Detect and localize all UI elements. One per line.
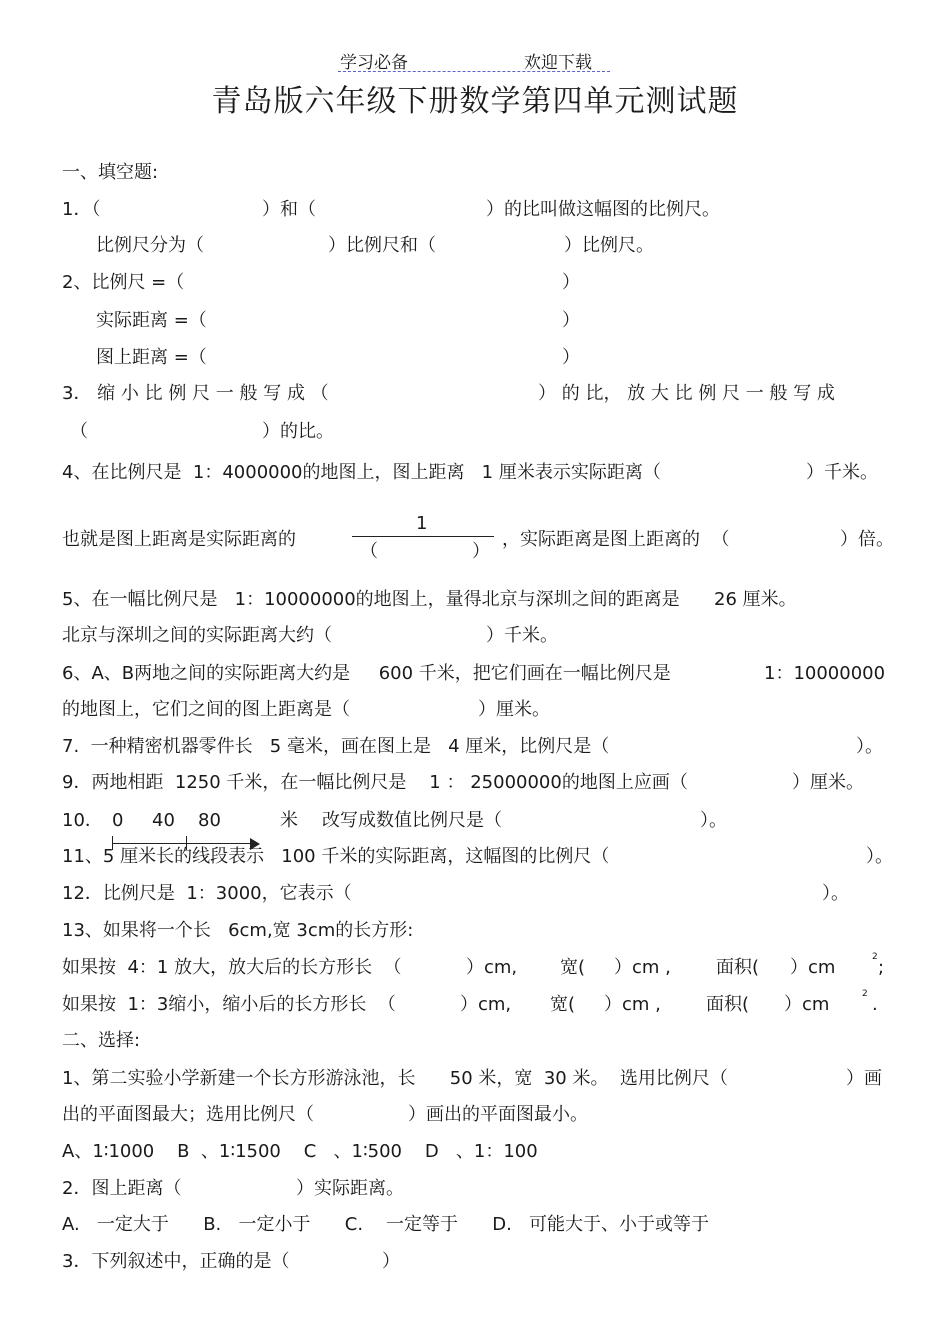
scale-label-40: 40 [152,810,175,831]
section1-heading: 一、填空题: [62,162,159,183]
fraction-denominator-close: ） [472,541,490,562]
header-left-text: 学习必备 [340,53,408,73]
choice-2-options: A. 一定大于 B. 一定小于 C. 一定等于 D. 可能大于、小于或等于 [62,1214,710,1235]
page-title: 青岛版六年级下册数学第四单元测试题 [211,84,739,119]
scale-axis [112,843,252,844]
fraction-numerator: 1 [416,513,428,534]
fraction-denominator-open: （ [360,541,378,562]
scale-label-0: 0 [112,810,124,831]
fraction-bar [352,536,494,537]
header-right-text: 欢迎下载 [524,53,592,73]
header-dashed-underline [338,71,610,72]
choice-1-options: A、1∶1000 B 、1∶1500 C 、1∶500 D 、1：100 [62,1141,538,1162]
section2-heading: 二、选择: [62,1030,141,1051]
scale-label-80: 80 [198,810,221,831]
